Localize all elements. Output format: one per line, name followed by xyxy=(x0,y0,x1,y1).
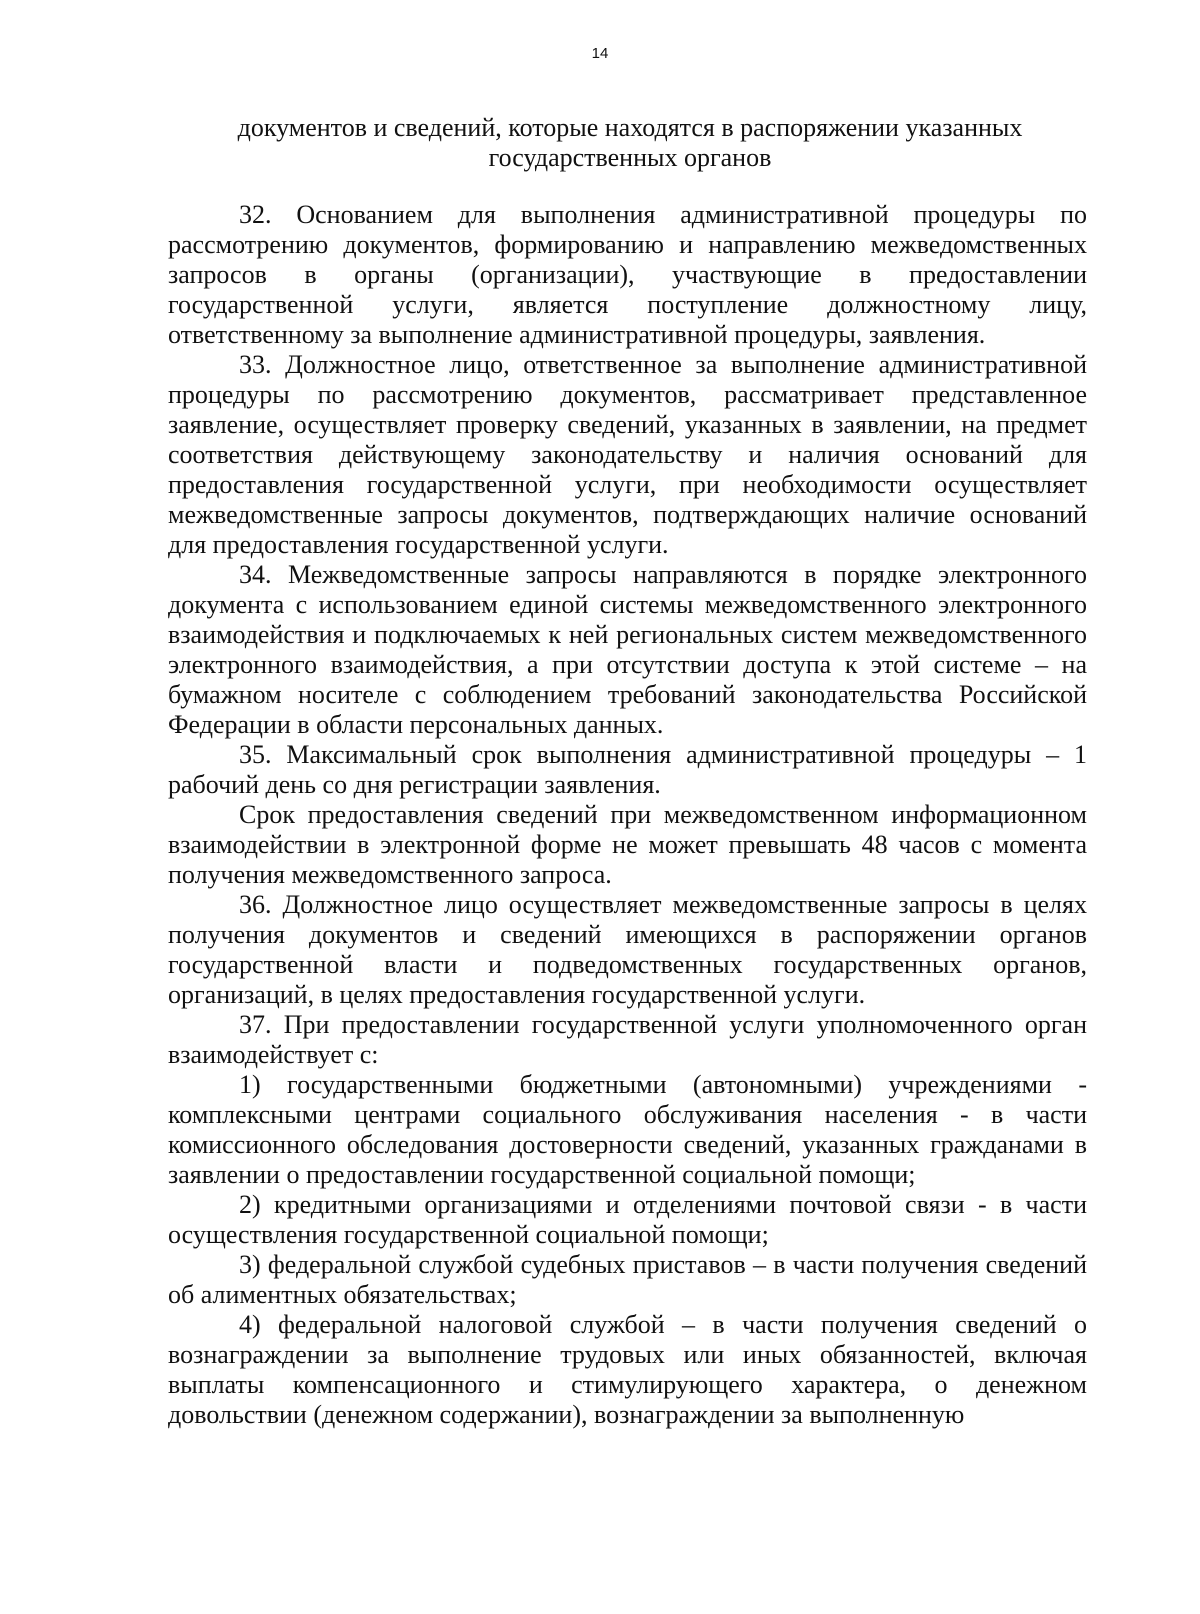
paragraph-37: 37. При предоставлении государственной услуги уполномоченного орган взаимодействует с: xyxy=(168,1010,1087,1069)
heading-line-2: государственных органов xyxy=(488,143,772,172)
paragraph-32: 32. Основанием для выполнения административной процедуры по рассмотрению документов, формированию и направлению межведомственных запросов в органы (организации), участвующие в предоставлении государственной услуги, является поступление должностному лицу, ответственному за выполнение административной процедуры, заявления. xyxy=(168,200,1087,349)
document-body xyxy=(168,200,1087,1430)
paragraph-36: 36. Должностное лицо осуществляет межведомственные запросы в целях получения документов и сведений имеющихся в распоряжении органов государственной власти и подведомственных государственных органов, организаций, в целях предоставления государственной услуги. xyxy=(168,890,1087,1009)
list-item-3: 3) федеральной службой судебных приставов – в части получения сведений об алиментных обязательствах; xyxy=(168,1250,1087,1309)
paragraph-35: 35. Максимальный срок выполнения административной процедуры – 1 рабочий день со дня регистрации заявления. xyxy=(168,740,1087,799)
list-item-4: 4) федеральной налоговой службой – в части получения сведений о вознаграждении за выполнение трудовых или иных обязанностей, включая выплаты компенсационного и стимулирующего характера, о денежном довольствии (денежном содержании), вознаграждении за выполненную xyxy=(168,1310,1087,1429)
list-item-2: 2) кредитными организациями и отделениями почтовой связи - в части осуществления государственной социальной помощи; xyxy=(168,1190,1087,1249)
list-item-1: 1) государственными бюджетными (автономными) учреждениями - комплексными центрами социального обслуживания населения - в части комиссионного обследования достоверности сведений, указанных гражданами в заявлении о предоставлении государственной социальной помощи; xyxy=(168,1070,1087,1189)
section-heading xyxy=(168,113,1092,173)
page-number: 14 xyxy=(591,45,609,62)
paragraph-35-term: Срок предоставления сведений при межведомственном информационном взаимодействии в электронной форме не может превышать 48 часов с момента получения межведомственного запроса. xyxy=(168,800,1087,889)
paragraph-33: 33. Должностное лицо, ответственное за выполнение административной процедуры по рассмотрению документов, рассматривает представленное заявление, осуществляет проверку сведений, указанных в заявлении, на предмет соответствия действующему законодательству и наличия оснований для предоставления государственной услуги, при необходимости осуществляет межведомственные запросы документов, подтверждающих наличие оснований для предоставления государственной услуги. xyxy=(168,350,1087,559)
paragraph-34: 34. Межведомственные запросы направляются в порядке электронного документа с использованием единой системы межведомственного электронного взаимодействия и подключаемых к ней региональных систем межведомственного электронного взаимодействия, а при отсутствии доступа к этой системе – на бумажном носителе с соблюдением требований законодательства Российской Федерации в области персональных данных. xyxy=(168,560,1087,739)
heading-line-1: документов и сведений, которые находятся в распоряжении указанных xyxy=(237,113,1023,142)
